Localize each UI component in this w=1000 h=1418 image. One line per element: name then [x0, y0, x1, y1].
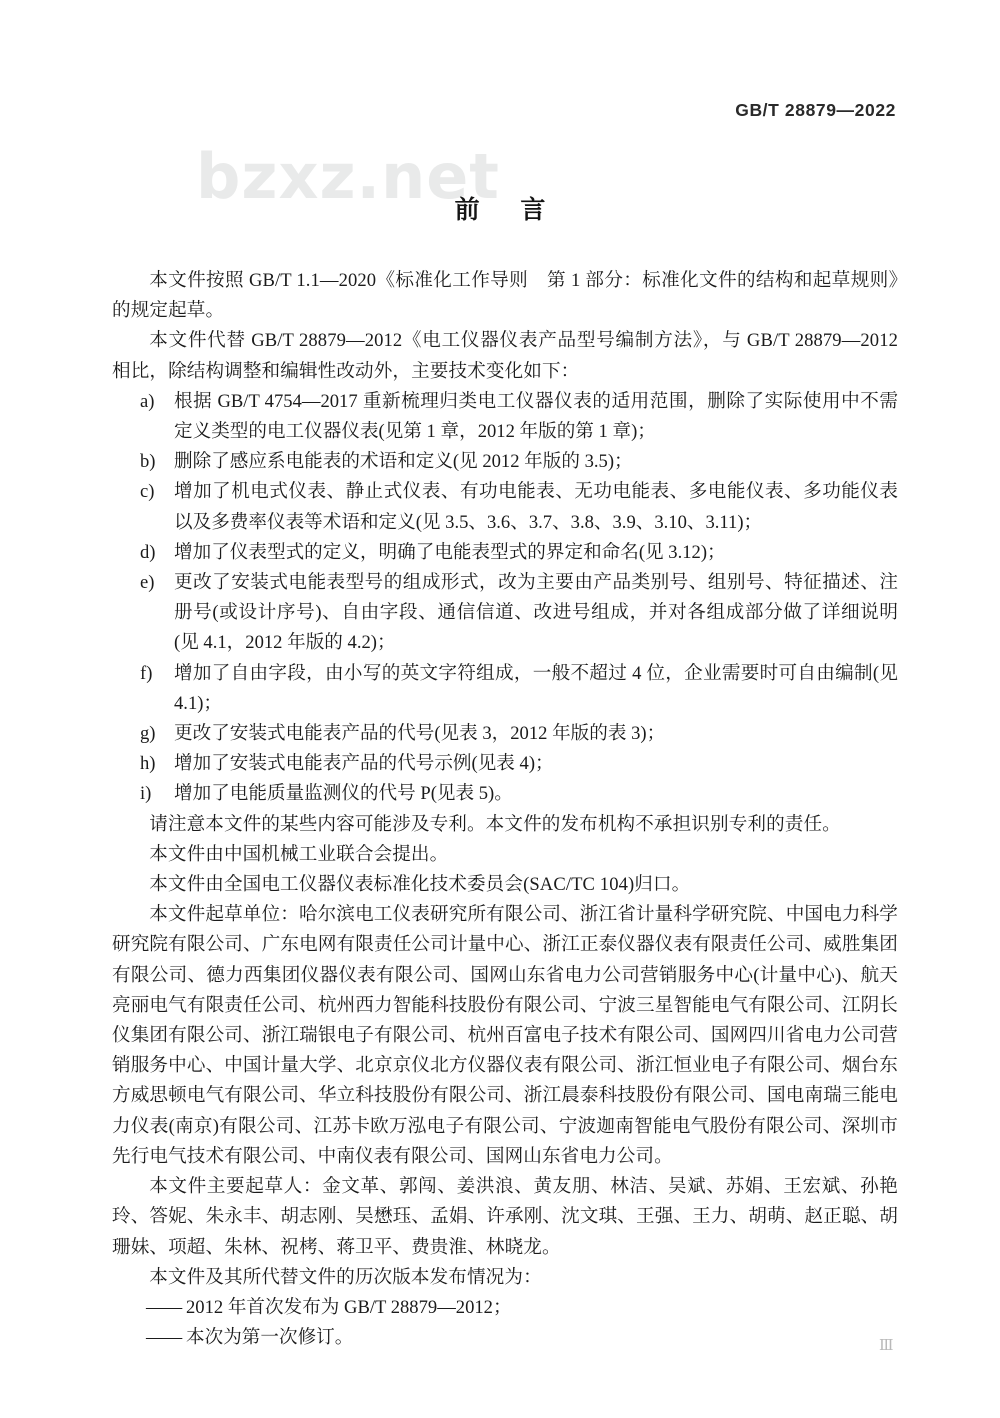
list-item-text: 增加了安装式电能表产品的代号示例(见表 4)； — [174, 753, 554, 775]
paragraph-principal-drafters: 本文件主要起草人：金文革、郭闯、姜洪浪、黄友朋、林洁、吴斌、苏娟、王宏斌、孙艳玲、答妮、朱永丰、胡志刚、吴懋珏、孟娟、许承刚、沈文琪、王强、王力、胡萌、赵正聪、胡珊妹、项超、朱林、祝栲、蒋卫平、费贵淮、林晓龙。 — [112, 1176, 898, 1258]
paragraph-proposing-body: 本文件由中国机械工业联合会提出。 — [149, 843, 449, 865]
paragraph-version-history-intro: 本文件及其所代替文件的历次版本发布情况为： — [149, 1266, 542, 1288]
list-item-text: 增加了机电式仪表、静止式仪表、有功电能表、无功电能表、多电能仪表、多功能仪表以及多费率仪表等术语和定义(见 3.5、3.6、3.7、3.8、3.9、3.10、3.11)； — [174, 481, 898, 533]
em-dash-marker: —— — [146, 1327, 182, 1349]
list-item — [112, 1323, 898, 1353]
list-marker: e) — [140, 572, 155, 594]
list-marker: g) — [140, 723, 156, 745]
list-item-text: 根据 GB/T 4754—2017 重新梳理归类电工仪器仪表的适用范围，删除了实际使用中不需定义类型的电工仪器仪表(见第 1 章，2012 年版的第 1 章)； — [174, 390, 898, 443]
paragraph-scope-basis: 本文件按照 GB/T 1.1—2020《标准化工作导则 第 1 部分：标准化文件的结构和起草规则》的规定起草。 — [112, 270, 898, 322]
list-item — [112, 568, 898, 659]
list-marker: b) — [140, 451, 156, 473]
paragraph-patent-notice: 请注意本文件的某些内容可能涉及专利。本文件的发布机构不承担识别专利的责任。 — [149, 813, 841, 835]
list-item — [112, 779, 898, 809]
list-item — [112, 447, 898, 477]
list-item — [112, 538, 898, 568]
paragraph-technical-committee: 本文件由全国电工仪器仪表标准化技术委员会(SAC/TC 104)归口。 — [149, 874, 691, 896]
list-item — [112, 387, 898, 447]
list-marker: h) — [140, 753, 156, 775]
paragraph-drafting-organizations: 本文件起草单位：哈尔滨电工仪表研究所有限公司、浙江省计量科学研究院、中国电力科学研究院有限公司、广东电网有限责任公司计量中心、浙江正泰仪器仪表有限责任公司、威胜集团有限公司、德力西集团仪器仪表有限公司、国网山东省电力公司营销服务中心(计量中心)、航天亮丽电气有限责任公司、杭州西力智能科技股份有限公司、宁波三星智能电气有限公司、江阴长仪集团有限公司、浙江瑞银电子有限公司、杭州百富电子技术有限公司、国网四川省电力公司营销服务中心、中国计量大学、北京京仪北方仪器仪表有限公司、浙江恒业电子有限公司、烟台东方威思顿电气有限公司、华立科技股份有限公司、浙江晨泰科技股份有限公司、国电南瑞三能电力仪表(南京)有限公司、江苏卡欧万泓电子有限公司、宁波迦南智能电气股份有限公司、深圳市先行电气技术有限公司、中南仪表有限公司、国网山东省电力公司。 — [112, 904, 898, 1167]
list-item-text: 删除了感应系电能表的术语和定义(见 2012 年版的 3.5)； — [174, 451, 633, 473]
list-item-text: 增加了电能质量监测仪的代号 P(见表 5)。 — [174, 783, 513, 805]
em-dash-marker: —— — [146, 1296, 182, 1318]
list-item — [112, 749, 898, 779]
page-number: Ⅲ — [879, 1338, 894, 1354]
list-item — [112, 659, 898, 719]
list-item-text: 更改了安装式电能表型号的组成形式，改为主要由产品类别号、组别号、特征描述、注册号(或设计序号)、自由字段、通信信道、改进号组成，并对各组成部分做了详细说明(见 4.1，2012 年版的 4.2)； — [174, 572, 898, 654]
list-marker: c) — [140, 481, 155, 503]
technical-changes-list — [112, 387, 898, 810]
document-body — [112, 266, 898, 1353]
list-item — [112, 1293, 898, 1323]
list-item-text: 增加了仪表型式的定义，明确了电能表型式的界定和命名(见 3.12)； — [174, 541, 726, 563]
watermark-bzxz: bzxz.net — [196, 140, 500, 213]
paragraph-replacement-notice: 本文件代替 GB/T 28879—2012《电工仪器仪表产品型号编制方法》，与 GB/T 28879—2012 相比，除结构调整和编辑性改动外，主要技术变化如下： — [112, 330, 898, 382]
page-title: 前 言 — [454, 195, 562, 224]
list-item — [112, 477, 898, 537]
list-marker: f) — [140, 662, 153, 684]
list-marker: i) — [140, 783, 152, 805]
list-item — [112, 719, 898, 749]
list-item-text: 增加了自由字段，由小写的英文字符组成，一般不超过 4 位，企业需要时可自由编制(见 4.1)； — [174, 662, 898, 714]
list-item-text: 本次为第一次修订。 — [186, 1327, 354, 1349]
version-history-list — [112, 1293, 898, 1353]
running-header-standard-number: GB/T 28879—2022 — [735, 100, 896, 120]
list-item-text: 更改了安装式电能表产品的代号(见表 3，2012 年版的表 3)； — [174, 723, 666, 745]
list-marker: d) — [140, 541, 156, 563]
list-item-text: 2012 年首次发布为 GB/T 28879—2012； — [186, 1296, 512, 1318]
list-marker: a) — [140, 390, 155, 412]
